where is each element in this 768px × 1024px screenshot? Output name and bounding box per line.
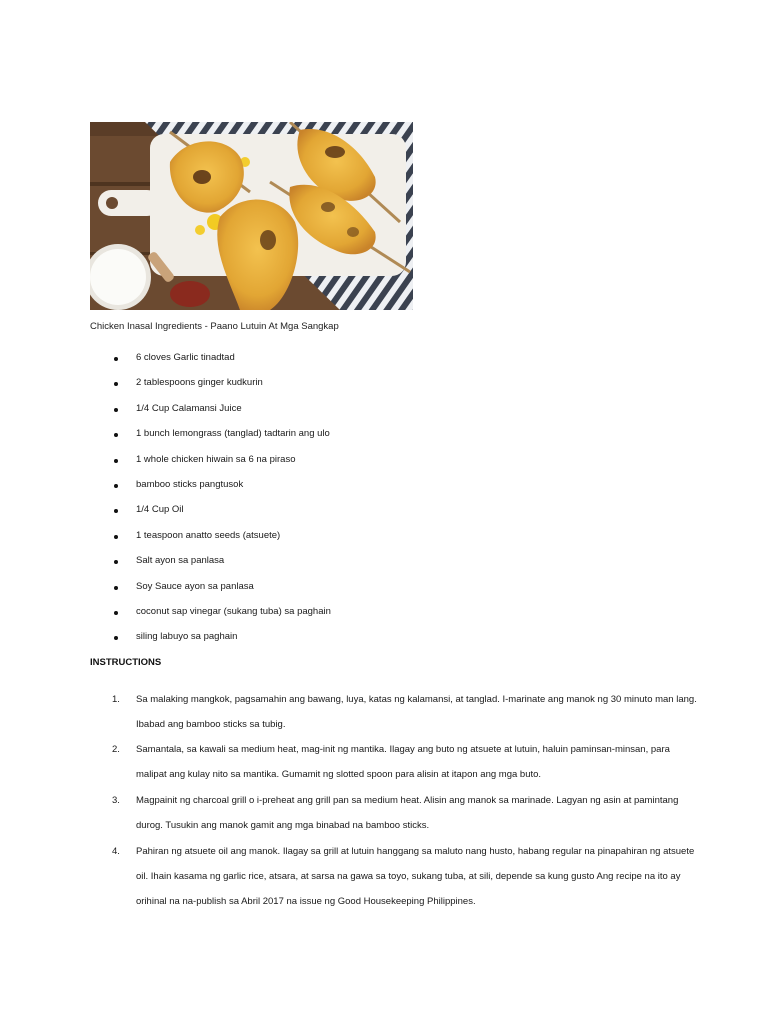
list-item: coconut sap vinegar (sukang tuba) sa paghain bbox=[0, 606, 600, 620]
step-line: malipat ang kulay nito sa mantika. Gumamit ng slotted spoon para alisin at itapon ang mga buto. bbox=[136, 769, 542, 780]
bullet-icon bbox=[114, 408, 118, 412]
step-number: 4. bbox=[112, 846, 120, 857]
bullet-icon bbox=[114, 509, 118, 513]
list-item: 2 tablespoons ginger kudkurin bbox=[0, 377, 600, 391]
bullet-icon bbox=[114, 382, 118, 386]
bullet-icon bbox=[114, 535, 118, 539]
bullet-icon bbox=[114, 636, 118, 640]
step-line: oil. Ihain kasama ng garlic rice, atsara, at sarsa na gawa sa toyo, sukang tuba, at sili, depende sa kung gusto Ang recipe na ito ay bbox=[136, 871, 681, 882]
list-item: Soy Sauce ayon sa panlasa bbox=[0, 581, 600, 595]
step-line: Pahiran ng atsuete oil ang manok. Ilagay sa grill at lutuin hanggang sa maluto nang husto, habang regular na pinapahiran ng atsuete bbox=[136, 846, 695, 857]
bullet-icon bbox=[114, 586, 118, 590]
step-line: Magpainit ng charcoal grill o i-preheat ang grill pan sa medium heat. Alisin ang manok sa marinade. Lagyan ng asin at pamintang bbox=[136, 795, 679, 806]
bullet-icon bbox=[114, 459, 118, 463]
bullet-icon bbox=[114, 484, 118, 488]
list-item: 1/4 Cup Calamansi Juice bbox=[0, 403, 600, 417]
step-line: Samantala, sa kawali sa medium heat, mag-init ng mantika. Ilagay ang buto ng atsuete at lutuin, haluin paminsan-minsan, para bbox=[136, 744, 670, 755]
list-item: 1/4 Cup Oil bbox=[0, 504, 600, 518]
list-item: 6 cloves Garlic tinadtad bbox=[0, 352, 600, 366]
list-item: Salt ayon sa panlasa bbox=[0, 555, 600, 569]
list-item: 1 teaspoon anatto seeds (atsuete) bbox=[0, 530, 600, 544]
step-number: 2. bbox=[112, 744, 120, 755]
instructions-heading: INSTRUCTIONS bbox=[90, 657, 162, 668]
bullet-icon bbox=[114, 357, 118, 361]
list-item: bamboo sticks pangtusok bbox=[0, 479, 600, 493]
list-item: 1 bunch lemongrass (tanglad) tadtarin ang ulo bbox=[0, 428, 600, 442]
step-line: Sa malaking mangkok, pagsamahin ang bawang, luya, katas ng kalamansi, at tanglad. I-marinate ang manok ng 30 minuto man lang. bbox=[136, 694, 697, 705]
step-line: Ibabad ang bamboo sticks sa tubig. bbox=[136, 719, 286, 730]
step-number: 3. bbox=[112, 795, 120, 806]
bullet-icon bbox=[114, 611, 118, 615]
list-item: 1 whole chicken hiwain sa 6 na piraso bbox=[0, 454, 600, 468]
step-line: orihinal na na-publish sa Abril 2017 na issue ng Good Housekeeping Philippines. bbox=[136, 896, 476, 907]
recipe-photo bbox=[90, 122, 413, 310]
step-number: 1. bbox=[112, 694, 120, 705]
photo-caption: Chicken Inasal Ingredients - Paano Lutuin At Mga Sangkap bbox=[90, 321, 339, 332]
bullet-icon bbox=[114, 433, 118, 437]
step-line: durog. Tusukin ang manok gamit ang mga binabad na bamboo sticks. bbox=[136, 820, 430, 831]
list-item: siling labuyo sa paghain bbox=[0, 631, 600, 645]
bullet-icon bbox=[114, 560, 118, 564]
